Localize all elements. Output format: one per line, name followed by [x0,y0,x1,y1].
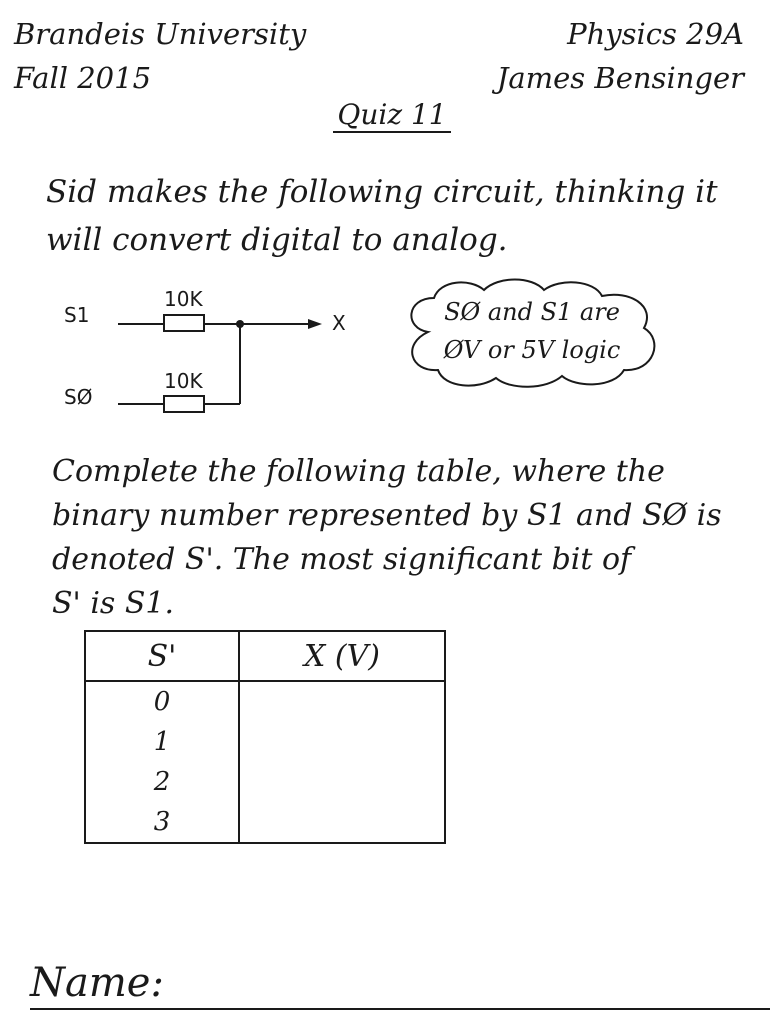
note-line-1: SØ and S1 are [444,298,620,326]
table-row [85,802,445,843]
university-text: Brandeis University [14,17,307,51]
instructions-line-4: S' is S1. [52,586,175,621]
answer-table [84,630,446,840]
input-label-s1: S1 [64,303,90,327]
instructions-line-3: denoted S'. The most significant bit of [52,542,632,577]
cell-s: 3 [85,802,239,843]
header-right [497,12,744,100]
header-s: S' [85,631,239,681]
instructor-text: James Bensinger [496,61,744,95]
resistor-bottom [164,396,204,412]
output-label-x: X [332,311,346,335]
header-left [14,12,306,100]
cell-x[interactable] [239,802,445,843]
course-text: Physics 29A [567,17,744,51]
cell-x[interactable] [239,762,445,802]
prompt-line-1: Sid makes the following circuit, thinking it [46,174,718,210]
table-row [85,681,445,722]
cell-x[interactable] [239,722,445,762]
resistor-label-top: 10K [164,287,203,311]
name-label: Name: [30,960,164,1006]
cell-s: 0 [85,681,239,722]
table-row [85,722,445,762]
instructions-line-1: Complete the following table, where the [52,454,665,489]
note-line-2: ØV or 5V logic [443,336,621,364]
resistor-label-bottom: 10K [164,369,203,393]
resistor-top [164,315,204,331]
quiz-title-text: Quiz 11 [333,98,450,133]
name-field[interactable] [30,950,770,1010]
cloud-outline [398,272,666,392]
header-x: X (V) [239,631,445,681]
circuit-diagram [58,282,378,422]
instructions-line-2: binary number represented by S1 and SØ is [52,498,722,533]
cell-s: 1 [85,722,239,762]
logic-note-cloud [398,272,666,392]
instructions [52,450,722,626]
problem-prompt [46,168,718,264]
term-text: Fall 2015 [14,61,152,95]
input-label-s0: SØ [64,385,93,409]
quiz-title [0,98,784,131]
cell-s: 2 [85,762,239,802]
name-underline [30,1008,770,1010]
cell-x[interactable] [239,681,445,722]
prompt-line-2: will convert digital to analog. [46,222,508,258]
arrow-icon [308,319,322,329]
table-row [85,762,445,802]
